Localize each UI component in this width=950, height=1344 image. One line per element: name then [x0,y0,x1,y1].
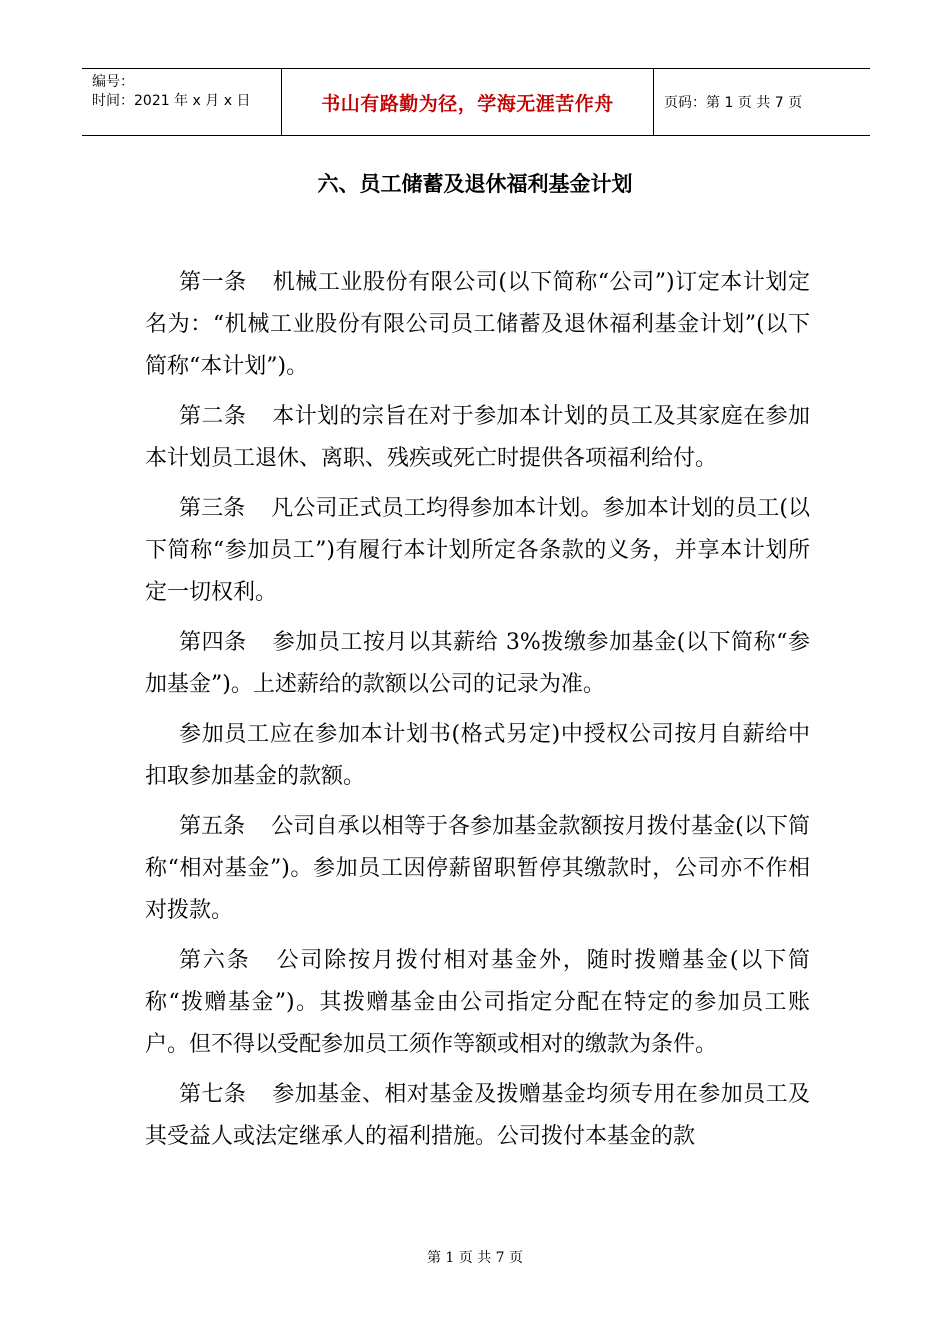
header-page-info: 页码：第 1 页 共 7 页 [664,95,803,111]
article-number: 第四条 [179,630,247,655]
article-number: 第一条 [179,270,247,295]
header-meta [82,69,282,135]
document-date: 时间：2021 年 x 月 x 日 [92,93,251,109]
paragraph-text: 公司除按月拨付相对基金外，随时拨赠基金(以下简称“拨赠基金”)。其拨赠基金由公司指定分配在特定的参加员工账户。但不得以受配参加员工须作等额或相对的缴款为条件。 [145,948,810,1057]
header-motto: 书山有路勤为径，学海无涯苦作舟 [321,92,614,115]
paragraph-text: 本计划的宗旨在对于参加本计划的员工及其家庭在参加本计划员工退休、离职、残疾或死亡时提供各项福利给付。 [145,404,810,471]
paragraph [145,262,810,388]
paragraph [145,714,810,798]
document-title: 六、员工储蓄及退休福利基金计划 [317,172,633,196]
paragraph [145,622,810,706]
article-number: 第三条 [179,496,246,521]
article-number: 第二条 [179,404,247,429]
paragraph [145,488,810,614]
header-page-info-cell [654,69,870,135]
paragraph-text: 公司自承以相等于各参加基金款额按月拨付基金(以下简称“相对基金”)。参加员工因停薪留职暂停其缴款时，公司亦不作相对拨款。 [145,814,810,923]
paragraph [145,1074,810,1158]
document-body [145,262,810,1166]
paragraph-text: 参加基金、相对基金及拨赠基金均须专用在参加员工及其受益人或法定继承人的福利措施。公司拨付本基金的款 [145,1082,810,1149]
paragraph-text: 参加员工按月以其薪给 3%拨缴参加基金(以下简称“参加基金”)。上述薪给的款额以公司的记录为准。 [145,630,810,697]
paragraph-text: 参加员工应在参加本计划书(格式另定)中授权公司按月自薪给中扣取参加基金的款额。 [145,722,810,789]
document-number-label: 编号： [92,74,134,90]
document-header [82,68,870,136]
paragraph [145,806,810,932]
paragraph-text: 凡公司正式员工均得参加本计划。参加本计划的员工(以下简称“参加员工”)有履行本计划所定各条款的义务，并享本计划所定一切权利。 [145,496,810,605]
article-number: 第七条 [179,1082,247,1107]
paragraph [145,396,810,480]
paragraph [145,940,810,1066]
page-footer: 第 1 页 共 7 页 [426,1250,524,1266]
article-number: 第五条 [179,814,246,839]
header-motto-cell [282,69,654,135]
paragraph-text: 机械工业股份有限公司(以下简称“公司”)订定本计划定名为：“机械工业股份有限公司员工储蓄及退休福利基金计划”(以下简称“本计划”)。 [145,270,810,379]
article-number: 第六条 [179,948,251,973]
